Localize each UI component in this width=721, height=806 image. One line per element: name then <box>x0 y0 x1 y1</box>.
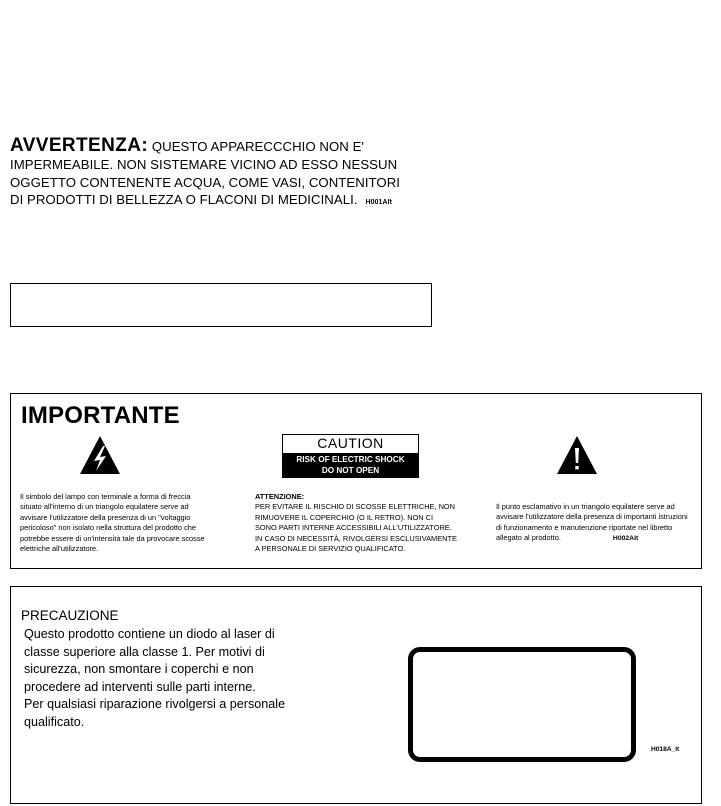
attention-heading: ATTENZIONE: <box>255 492 305 501</box>
text-line: elettriche all'utilizzatore. <box>20 544 99 554</box>
text-line: A PERSONALE DI SERVIZIO QUALIFICATO. <box>255 544 406 554</box>
text-line: Per qualsiasi riparazione rivolgersi a personale <box>24 697 286 712</box>
text-line-last <box>496 533 688 544</box>
text-line: Questo prodotto contiene un diodo al laser di <box>24 627 275 641</box>
important-code: H002AIt <box>612 535 639 543</box>
caution-line-2: DO NOT OPEN <box>321 466 380 475</box>
text-line: sicurezza, non smontare i coperchi e non <box>24 662 254 677</box>
laser-label-frame <box>408 647 636 762</box>
warning-line: IMPERMEABILE. NON SISTEMARE VICINO AD ESSO NESSUN <box>10 156 398 172</box>
important-box <box>10 393 702 569</box>
text-line: potrebbe essere di un'intensità tale da provocare scosse <box>20 533 205 543</box>
precaution-code: H018A_It <box>651 746 680 753</box>
caution-word: CAUTION <box>317 435 384 451</box>
text-line: SONO PARTI INTERNE ACCESSIBILI ALL'UTILIZZATORE. <box>255 523 452 533</box>
text-line: PER EVITARE IL RISCHIO DI SCOSSE ELETTRICHE, NON <box>255 502 455 512</box>
text-line: IN CASO DI NECESSITÀ, RIVOLGERSI ESCLUSIVAMENTE <box>255 533 457 543</box>
precaution-box <box>10 586 702 804</box>
caution-line-1: RISK OF ELECTRIC SHOCK <box>296 455 405 464</box>
warning-code: H001AIt <box>365 199 392 207</box>
lightning-description <box>20 492 205 554</box>
precaution-title: PRECAUZIONE <box>21 608 119 623</box>
text-line: pericoloso" non isolato nella struttura del prodotto che <box>20 523 197 533</box>
text-line: RIMUOVERE IL COPERCHIO (O IL RETRO). NON CI <box>255 512 434 522</box>
lightning-warning-icon <box>79 435 121 475</box>
caution-sign <box>282 434 419 478</box>
text-line: qualificato. <box>24 714 85 729</box>
text-line: allegato al prodotto. <box>496 533 561 543</box>
blank-frame <box>10 283 432 327</box>
text-line: Il punto esclamativo in un triangolo equilatere serve ad <box>496 502 675 511</box>
text-line: situato all'interno di un triangolo equilatere serve ad <box>20 502 189 512</box>
text-line: procedere ad interventi sulle parti interne. <box>24 679 256 694</box>
exclamation-warning-icon <box>556 435 598 475</box>
warning-lead: AVVERTENZA: <box>10 135 149 156</box>
attention-notice <box>255 492 457 554</box>
important-title: IMPORTANTE <box>21 402 180 429</box>
warning-line-1-text: QUESTO APPARECCCHIO NON E' <box>151 139 364 154</box>
text-line: Il simbolo del lampo con terminale a forma di freccia <box>20 492 191 501</box>
warning-paragraph <box>10 137 428 212</box>
text-line: di funzionamento e manutenzione riportate nel libretto <box>496 522 673 532</box>
warning-line-1 <box>10 137 428 156</box>
precaution-text <box>24 626 285 732</box>
warning-line: OGGETTO CONTENENTE ACQUA, COME VASI, CONTENITORI <box>10 174 401 190</box>
caution-band <box>283 453 418 477</box>
text-line: avvisare l'utilizzatore della presenza di un "voltaggio <box>20 512 191 522</box>
warning-line: DI PRODOTTI DI BELLEZZA O FLACONI DI MEDICINALI. <box>10 192 358 208</box>
text-line: classe superiore alla classe 1. Per motivi di <box>24 644 265 659</box>
exclamation-description <box>496 502 688 545</box>
warning-line-last <box>10 191 428 212</box>
text-line: avvisare l'utilizzatore della presenza di importanti istruzioni <box>496 512 688 522</box>
